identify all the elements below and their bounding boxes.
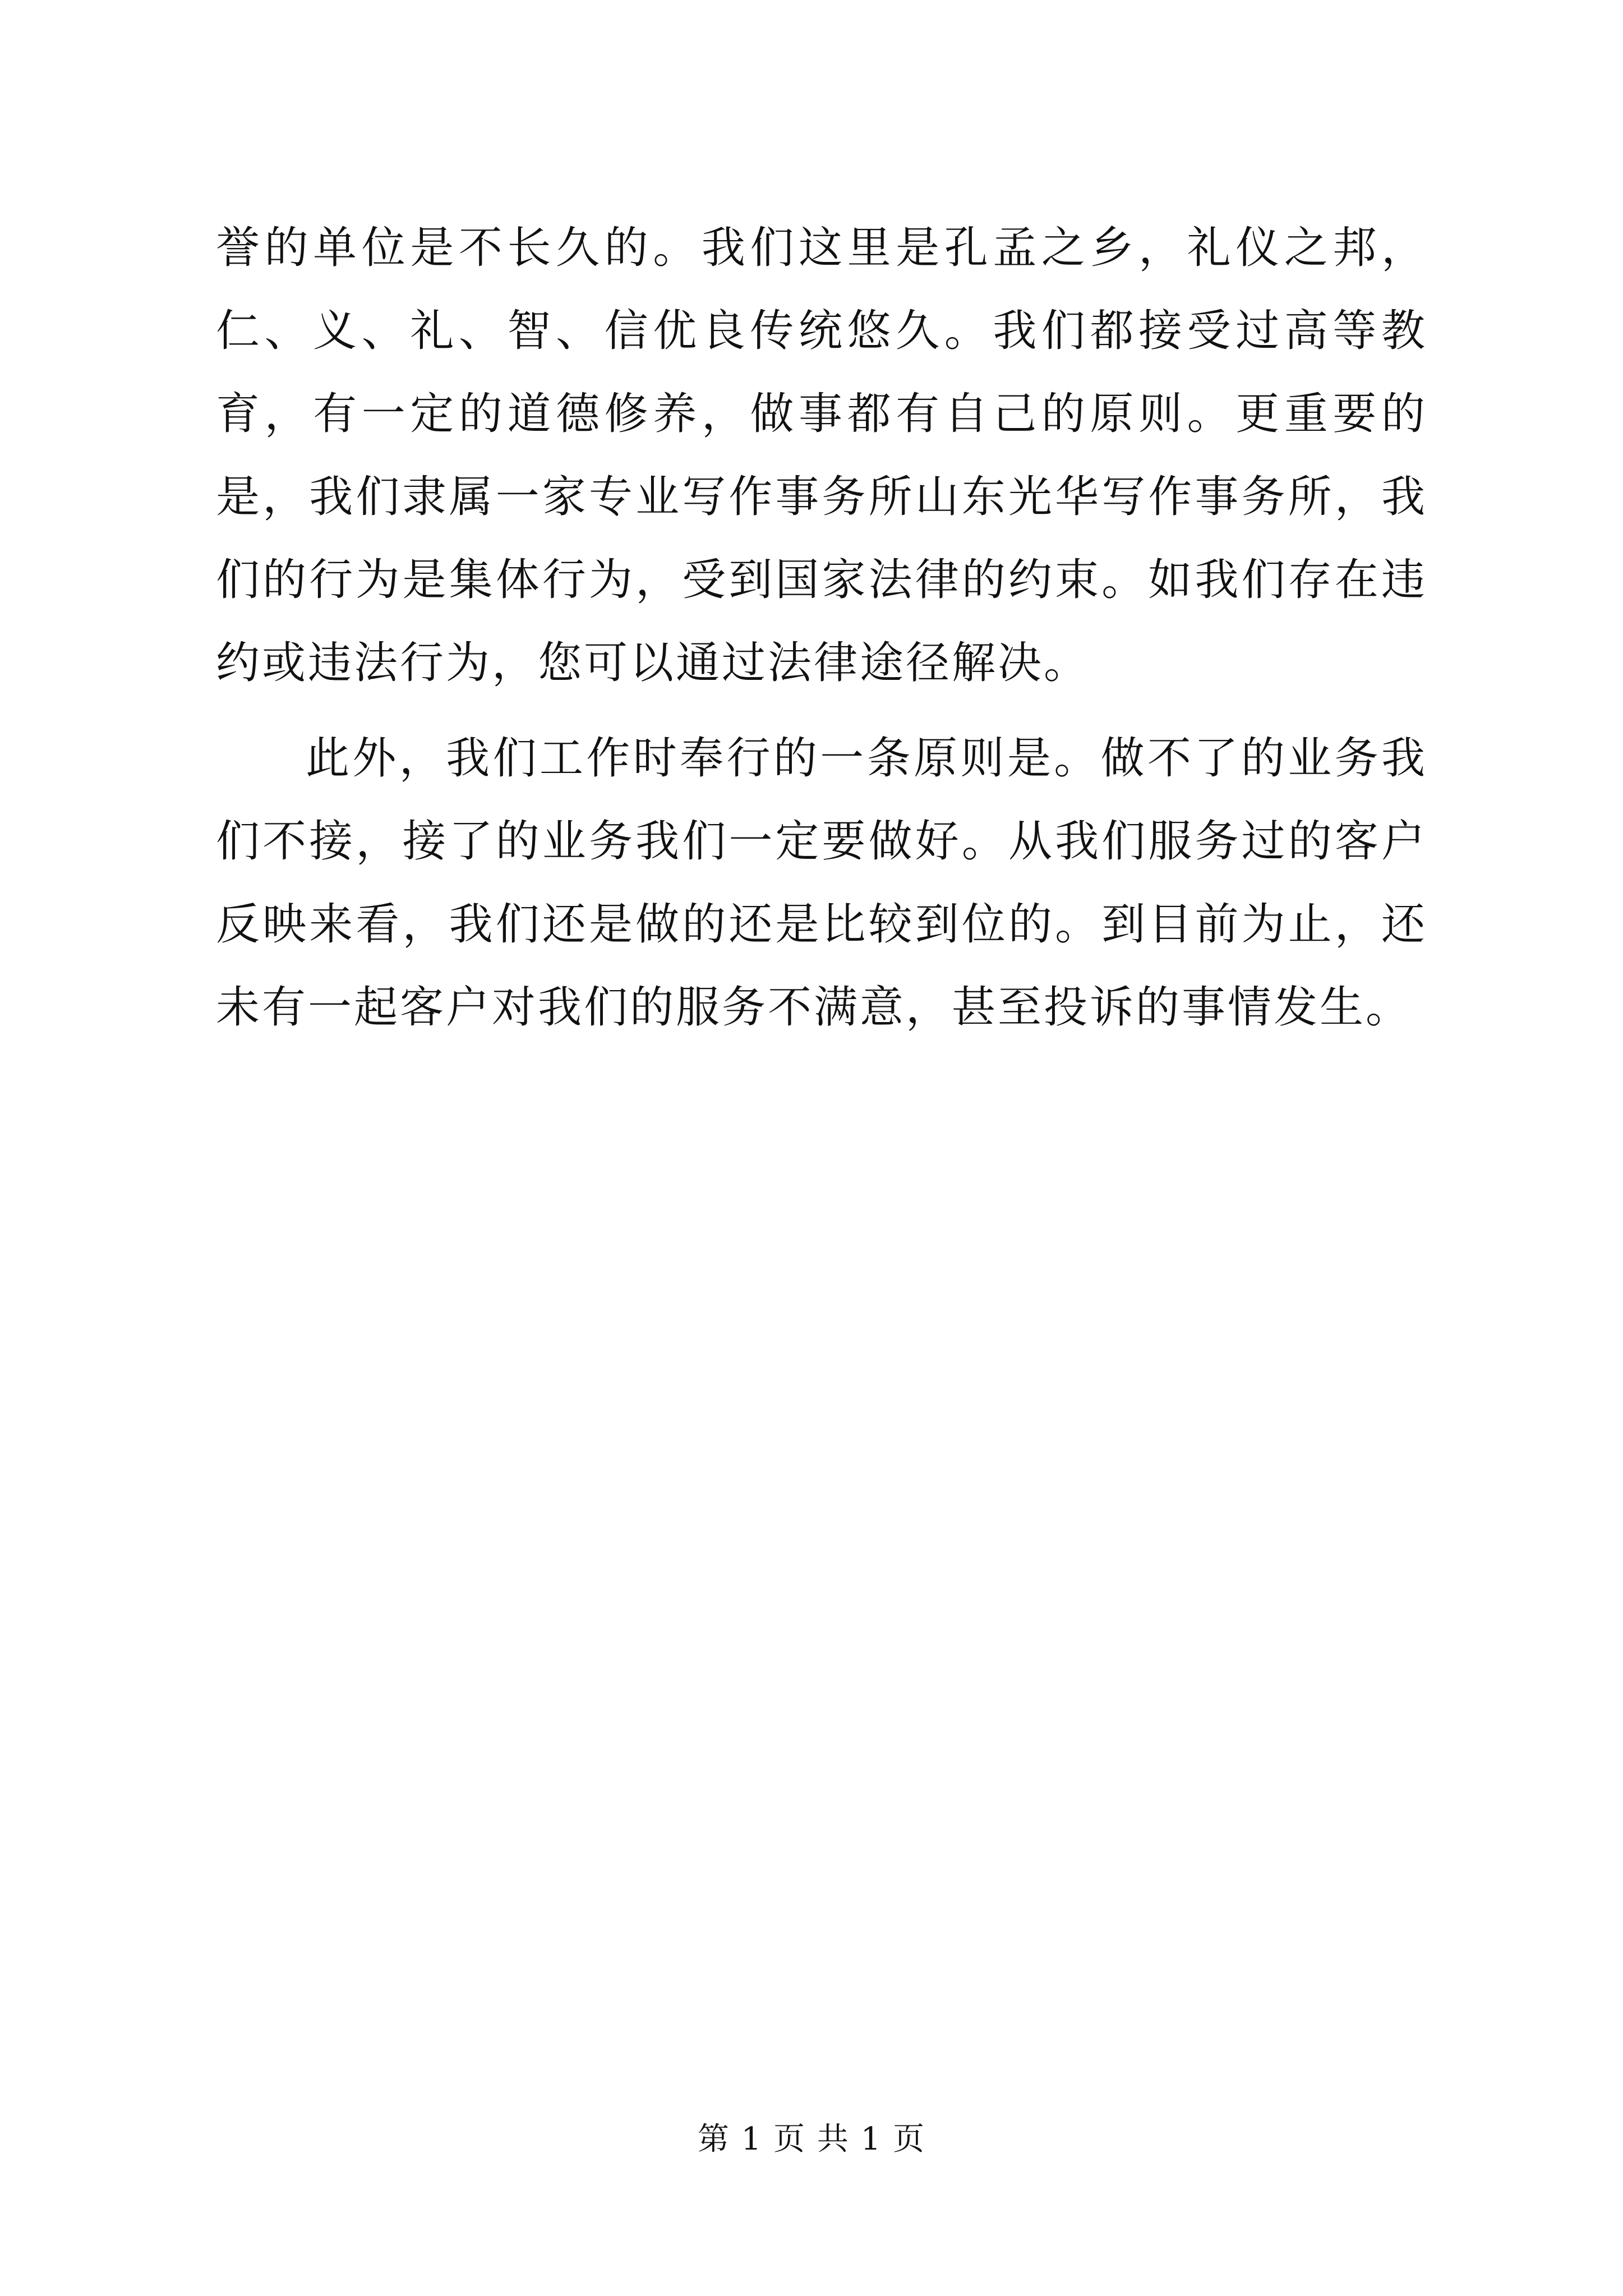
document-body xyxy=(216,206,1427,1049)
paragraph-2: 此外，我们工作时奉行的一条原则是。做不了的业务我们不接，接了的业务我们一定要做好。从我们服务过的客户反映来看，我们还是做的还是比较到位的。到目前为止，还未有一起客户对我们的服务不满意，甚至投诉的事情发生。 xyxy=(216,733,1427,1033)
paragraph-1: 誉的单位是不长久的。我们这里是孔孟之乡，礼仪之邦，仁、义、礼、智、信优良传统悠久。我们都接受过高等教育，有一定的道德修养，做事都有自己的原则。更重要的是，我们隶属一家专业写作事务所山东光华写作事务所，我们的行为是集体行为，受到国家法律的约束。如我们存在违约或违法行为，您可以通过法律途径解决。 xyxy=(216,223,1427,688)
page-footer: 第 1 页 共 1 页 xyxy=(697,2121,926,2157)
